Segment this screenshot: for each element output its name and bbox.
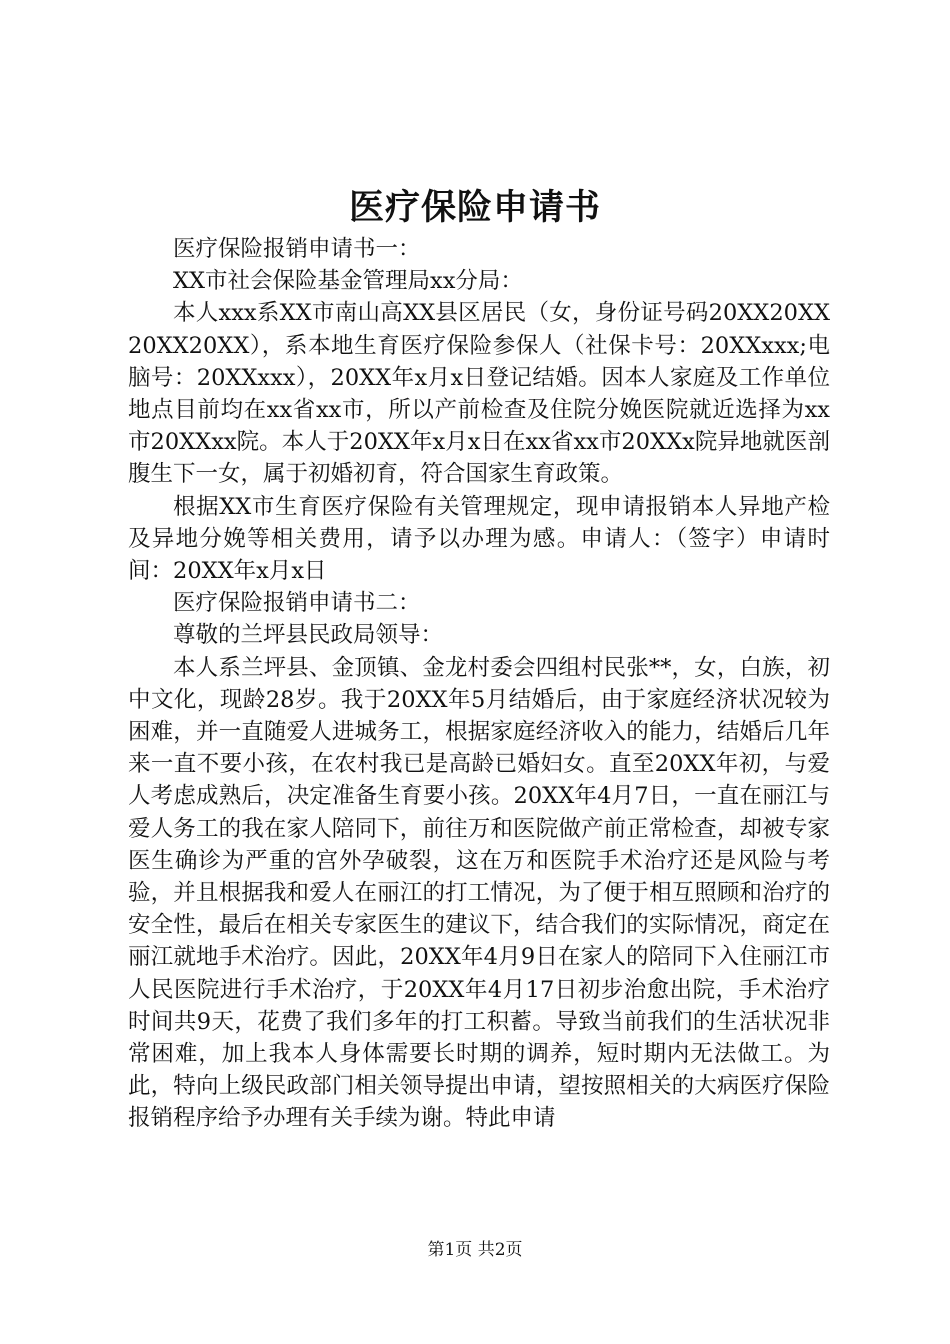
paragraph-heading-two: 医疗保险报销申请书二： xyxy=(173,590,421,617)
paragraph-heading-one: 医疗保险报销申请书一： xyxy=(173,236,421,262)
paragraph-addressee-one: XX市社会保险基金管理局xx分局： xyxy=(173,268,523,295)
document-body xyxy=(128,233,830,1135)
paragraph-addressee-two: 尊敬的兰坪县民政局领导： xyxy=(173,622,444,649)
paragraph-request-one: 根据XX市生育医疗保险有关管理规定，现申请报销本人异地产检及异地分娩等相关费用，请予以办理为感。申请人：（签字）申请时间：20XX年x月x日 xyxy=(128,493,830,585)
paragraph-body-one: 本人xxx系XX市南山高XX县区居民（女，身份证号码20XX20XX20XX20XX），系本地生育医疗保险参保人（社保卡号：20XXxxx;电脑号：20XXxxx），20XX年x月x日登记结婚。因本人家庭及工作单位地点目前均在xx省xx市，所以产前检查及住院分娩医院就近选择为xx市20XXxx院。本人于20XX年x月x日在xx省xx市20XXx院异地就医剖腹生下一女，属于初婚初育，符合国家生育政策。 xyxy=(128,300,830,488)
page-number-footer: 第1页 共2页 xyxy=(427,1240,523,1260)
page-title: 医疗保险申请书 xyxy=(348,187,601,228)
paragraph-body-two: 本人系兰坪县、金顶镇、金龙村委会四组村民张**，女，白族，初中文化，现龄28岁。我于20XX年5月结婚后，由于家庭经济状况较为困难，并一直随爱人进城务工，根据家庭经济收入的能力，结婚后几年来一直不要小孩，在农村我已是高龄已婚妇女。直至20XX年初，与爱人考虑成熟后，决定准备生育要小孩。20XX年4月7日，一直在丽江与爱人务工的我在家人陪同下，前往万和医院做产前正常检查，却被专家医生确诊为严重的宫外孕破裂，这在万和医院手术治疗还是风险与考验，并且根据我和爱人在丽江的打工情况，为了便于相互照顾和治疗的安全性，最后在相关专家医生的建议下，结合我们的实际情况，商定在丽江就地手术治疗。因此，20XX年4月9日在家人的陪同下入住丽江市人民医院进行手术治疗，于20XX年4月17日初步治愈出院，手术治疗时间共9天，花费了我们多年的打工积蓄。导致当前我们的生活状况非常困难，加上我本人身体需要长时期的调养，短时期内无法做工。为此，特向上级民政部门相关领导提出申请，望按照相关的大病医疗保险报销程序给予办理有关手续为谢。特此申请 xyxy=(128,654,830,1132)
